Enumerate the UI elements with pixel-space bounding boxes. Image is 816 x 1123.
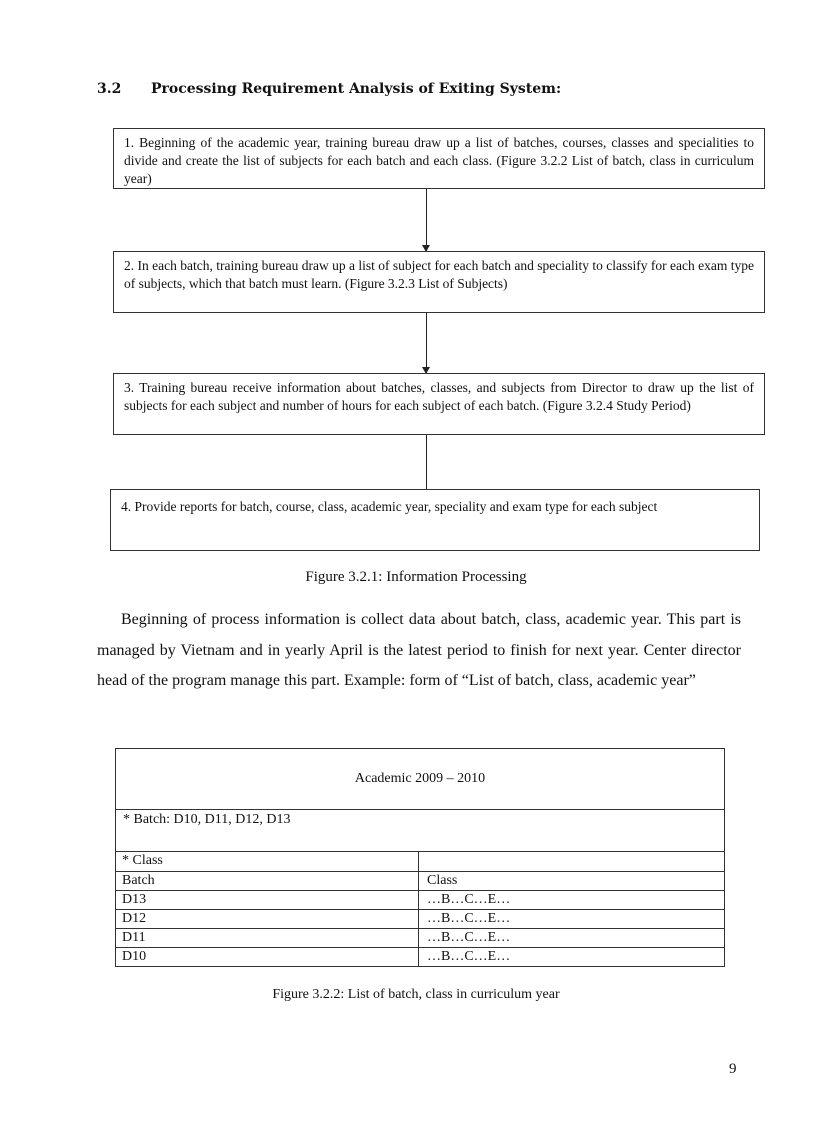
flow-step-1: 1. Beginning of the academic year, training bureau draw up a list of batches, courses, classes and specialities to divide and create the list of subjects for each batch and each class. (Figure 3.2.2 List of batch, class in curriculum year)	[113, 128, 765, 189]
table-row	[116, 929, 724, 948]
table-row	[116, 910, 724, 929]
class-label: * Class	[116, 852, 419, 871]
figure-caption-information-processing: Figure 3.2.1: Information Processing	[305, 569, 527, 585]
batch-cell: D12	[116, 910, 419, 928]
page-number: 9	[729, 1061, 737, 1077]
class-label-row	[116, 852, 724, 872]
header-class: Class	[427, 873, 458, 888]
class-cell: …B…C…E…	[427, 930, 511, 945]
flow-step-4: 4. Provide reports for batch, course, class, academic year, speciality and exam type for each subject	[110, 489, 760, 551]
figure-caption-batch-list: Figure 3.2.2: List of batch, class in curriculum year	[272, 987, 560, 1002]
class-cell: …B…C…E…	[427, 911, 511, 926]
flow-arrow-2	[426, 313, 427, 373]
academic-year-table	[115, 748, 725, 967]
header-batch: Batch	[116, 872, 419, 890]
table-header-row	[116, 872, 724, 891]
section-heading	[97, 81, 561, 97]
flow-step-3: 3. Training bureau receive information about batches, classes, and subjects from Director to draw up the list of subjects for each subject and number of hours for each subject of each batch. (Figure 3.2.4 Study Period)	[113, 373, 765, 435]
batch-list-line: * Batch: D10, D11, D12, D13	[116, 810, 724, 852]
flow-step-2: 2. In each batch, training bureau draw up a list of subject for each batch and speciality to classify for each exam type of subjects, which that batch must learn. (Figure 3.2.3 List of Subjects)	[113, 251, 765, 313]
class-cell: …B…C…E…	[427, 892, 511, 907]
table-row	[116, 891, 724, 910]
body-paragraph: Beginning of process information is collect data about batch, class, academic year. This part is managed by Vietnam and in yearly April is the latest period to finish for next year. Center director head of the program manage this part. Example: form of “List of batch, class, academic year”	[97, 611, 741, 689]
batch-cell: D11	[116, 929, 419, 947]
class-cell: …B…C…E…	[427, 949, 511, 964]
flow-arrow-1	[426, 189, 427, 251]
empty-cell	[419, 852, 724, 871]
section-title: Processing Requirement Analysis of Exiting System:	[151, 81, 562, 97]
table-row	[116, 948, 724, 966]
batch-cell: D10	[116, 948, 419, 966]
table-title: Academic 2009 – 2010	[116, 749, 724, 810]
section-number: 3.2	[97, 81, 122, 97]
batch-cell: D13	[116, 891, 419, 909]
flow-connector-3	[426, 435, 427, 489]
